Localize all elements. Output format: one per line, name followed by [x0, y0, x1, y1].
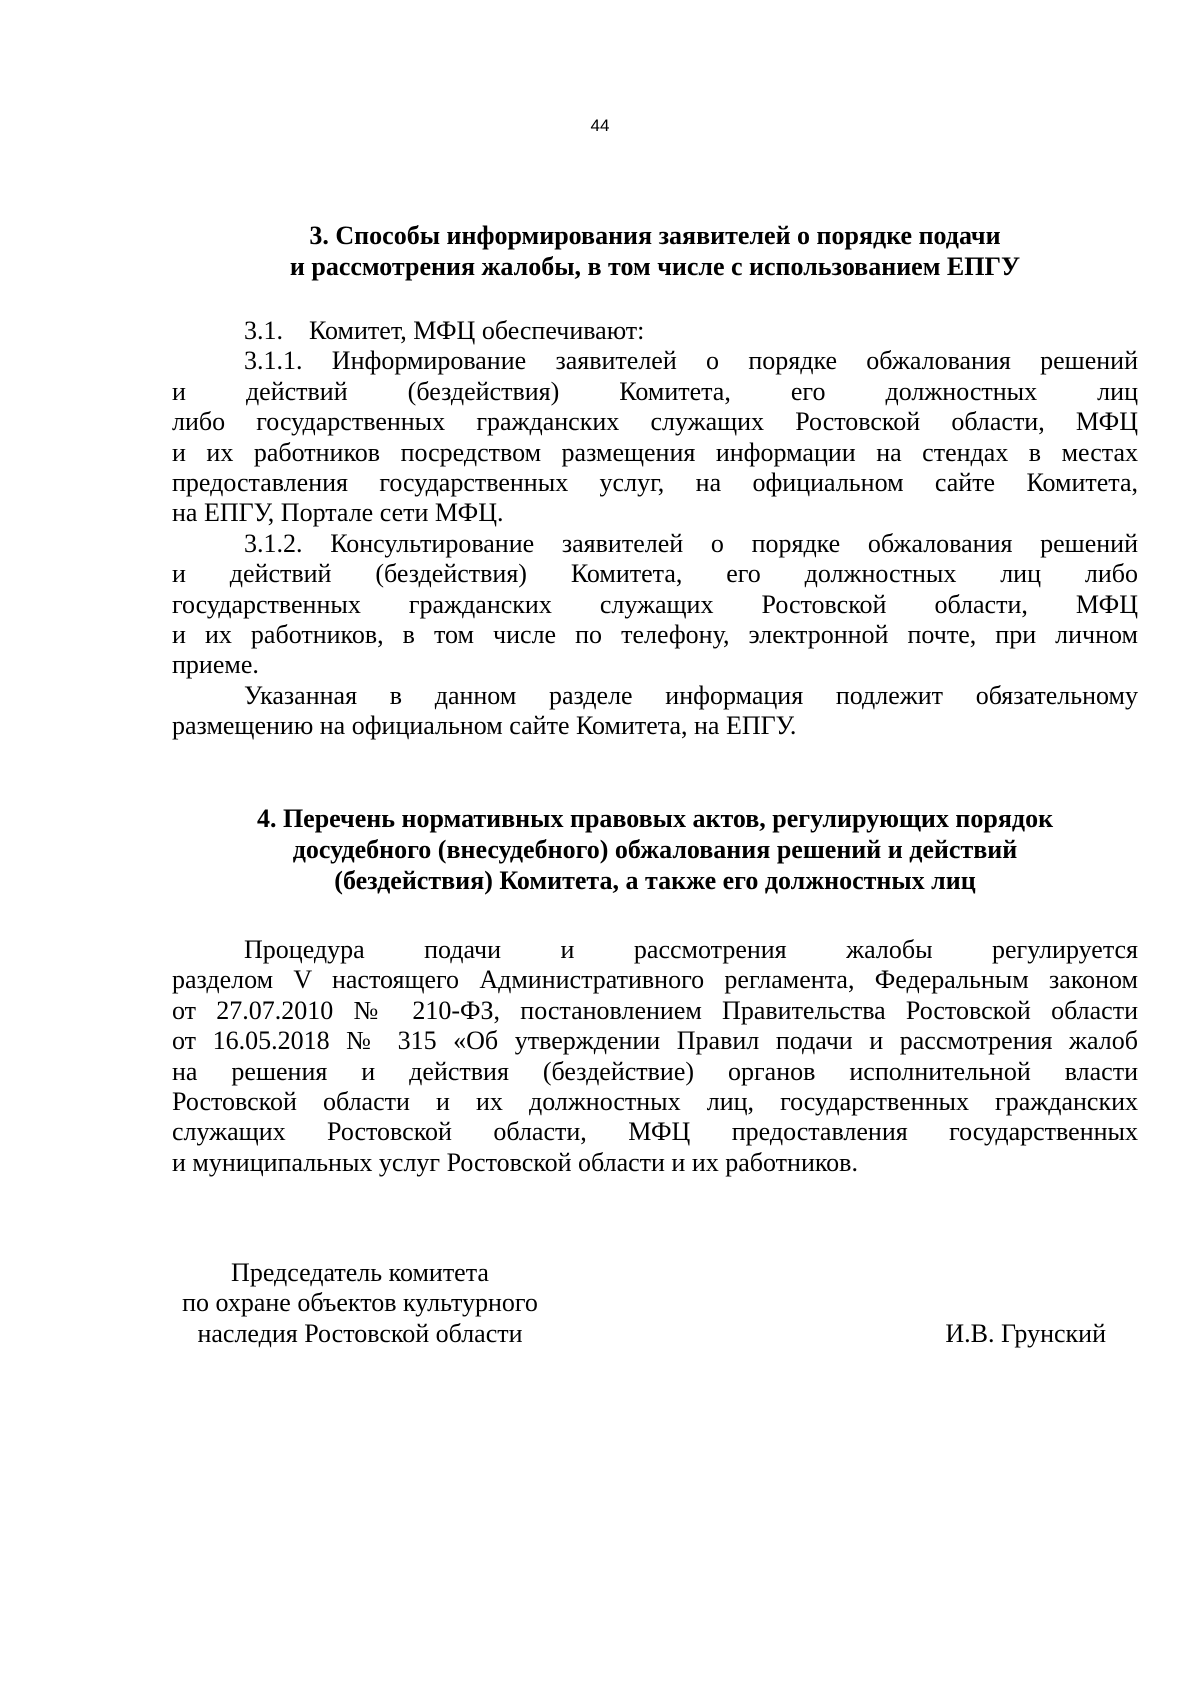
- text-line: от 27.07.2010 № 210-ФЗ, постановлением Правительства Ростовской области: [172, 995, 1138, 1025]
- text-line: приеме.: [172, 650, 259, 680]
- text-line: служащих Ростовской области, МФЦ предоставления государственных: [172, 1117, 1138, 1147]
- text-line: разделом V настоящего Административного регламента, Федеральным законом: [172, 965, 1138, 995]
- text-line: 3.1.2. Консультирование заявителей о порядке обжалования решений: [244, 528, 1138, 558]
- text-line: либо государственных гражданских служащих Ростовской области, МФЦ: [172, 407, 1138, 437]
- text-line: предоставления государственных услуг, на официальном сайте Комитета,: [172, 468, 1138, 498]
- section-4-body: [172, 935, 1138, 1178]
- text-line: Указанная в данном разделе информация подлежит обязательному: [244, 680, 1138, 710]
- heading-line: 3. Способы информирования заявителей о порядке подачи: [309, 221, 1001, 250]
- text-line: размещению на официальном сайте Комитета, на ЕПГУ.: [172, 711, 797, 741]
- text-line: Процедура подачи и рассмотрения жалобы регулируется: [244, 935, 1138, 964]
- heading-line: (бездействия) Комитета, а также его должностных лиц: [334, 866, 976, 895]
- text-line: Ростовской области и их должностных лиц, государственных гражданских: [172, 1087, 1138, 1117]
- paragraph-3-1-1: [172, 346, 1138, 528]
- paragraph-4-procedure: [172, 935, 1138, 1178]
- text-line: и действий (бездействия) Комитета, его должностных лиц либо: [172, 559, 1138, 589]
- section-4-heading: [170, 803, 1140, 896]
- position-line: по охране объектов культурного: [182, 1288, 538, 1318]
- text-line: и действий (бездействия) Комитета, его должностных лиц: [172, 376, 1138, 406]
- section-3-body: [172, 316, 1138, 742]
- position-line: Председатель комитета: [231, 1258, 489, 1287]
- text-line: 3.1. Комитет, МФЦ обеспечивают:: [244, 316, 645, 345]
- position-line: наследия Ростовской области: [197, 1318, 523, 1348]
- text-line: от 16.05.2018 № 315 «Об утверждении Правил подачи и рассмотрения жалоб: [172, 1026, 1138, 1056]
- paragraph-3-1-2: [172, 529, 1138, 681]
- heading-line: досудебного (внесудебного) обжалования решений и действий: [292, 835, 1018, 864]
- heading-line: 4. Перечень нормативных правовых актов, регулирующих порядок: [256, 804, 1054, 833]
- signatory-position: [150, 1258, 570, 1349]
- signatory-name: И.В. Грунский: [945, 1319, 1106, 1348]
- text-line: 3.1.1. Информирование заявителей о порядке обжалования решений: [244, 346, 1138, 376]
- text-line: государственных гражданских служащих Ростовской области, МФЦ: [172, 589, 1138, 619]
- text-line: и муниципальных услуг Ростовской области и их работников.: [172, 1147, 858, 1177]
- section-3-heading: [170, 220, 1140, 282]
- page-number: 44: [590, 116, 610, 135]
- paragraph-3-note: [172, 681, 1138, 742]
- paragraph-3-1: [172, 316, 1138, 346]
- text-line: на решения и действия (бездействие) органов исполнительной власти: [172, 1056, 1138, 1086]
- heading-line: и рассмотрения жалобы, в том числе с использованием ЕПГУ: [289, 252, 1021, 281]
- text-line: и их работников посредством размещения информации на стендах в местах: [172, 437, 1138, 467]
- text-line: на ЕПГУ, Портале сети МФЦ.: [172, 498, 504, 528]
- text-line: и их работников, в том числе по телефону, электронной почте, при личном: [172, 620, 1138, 650]
